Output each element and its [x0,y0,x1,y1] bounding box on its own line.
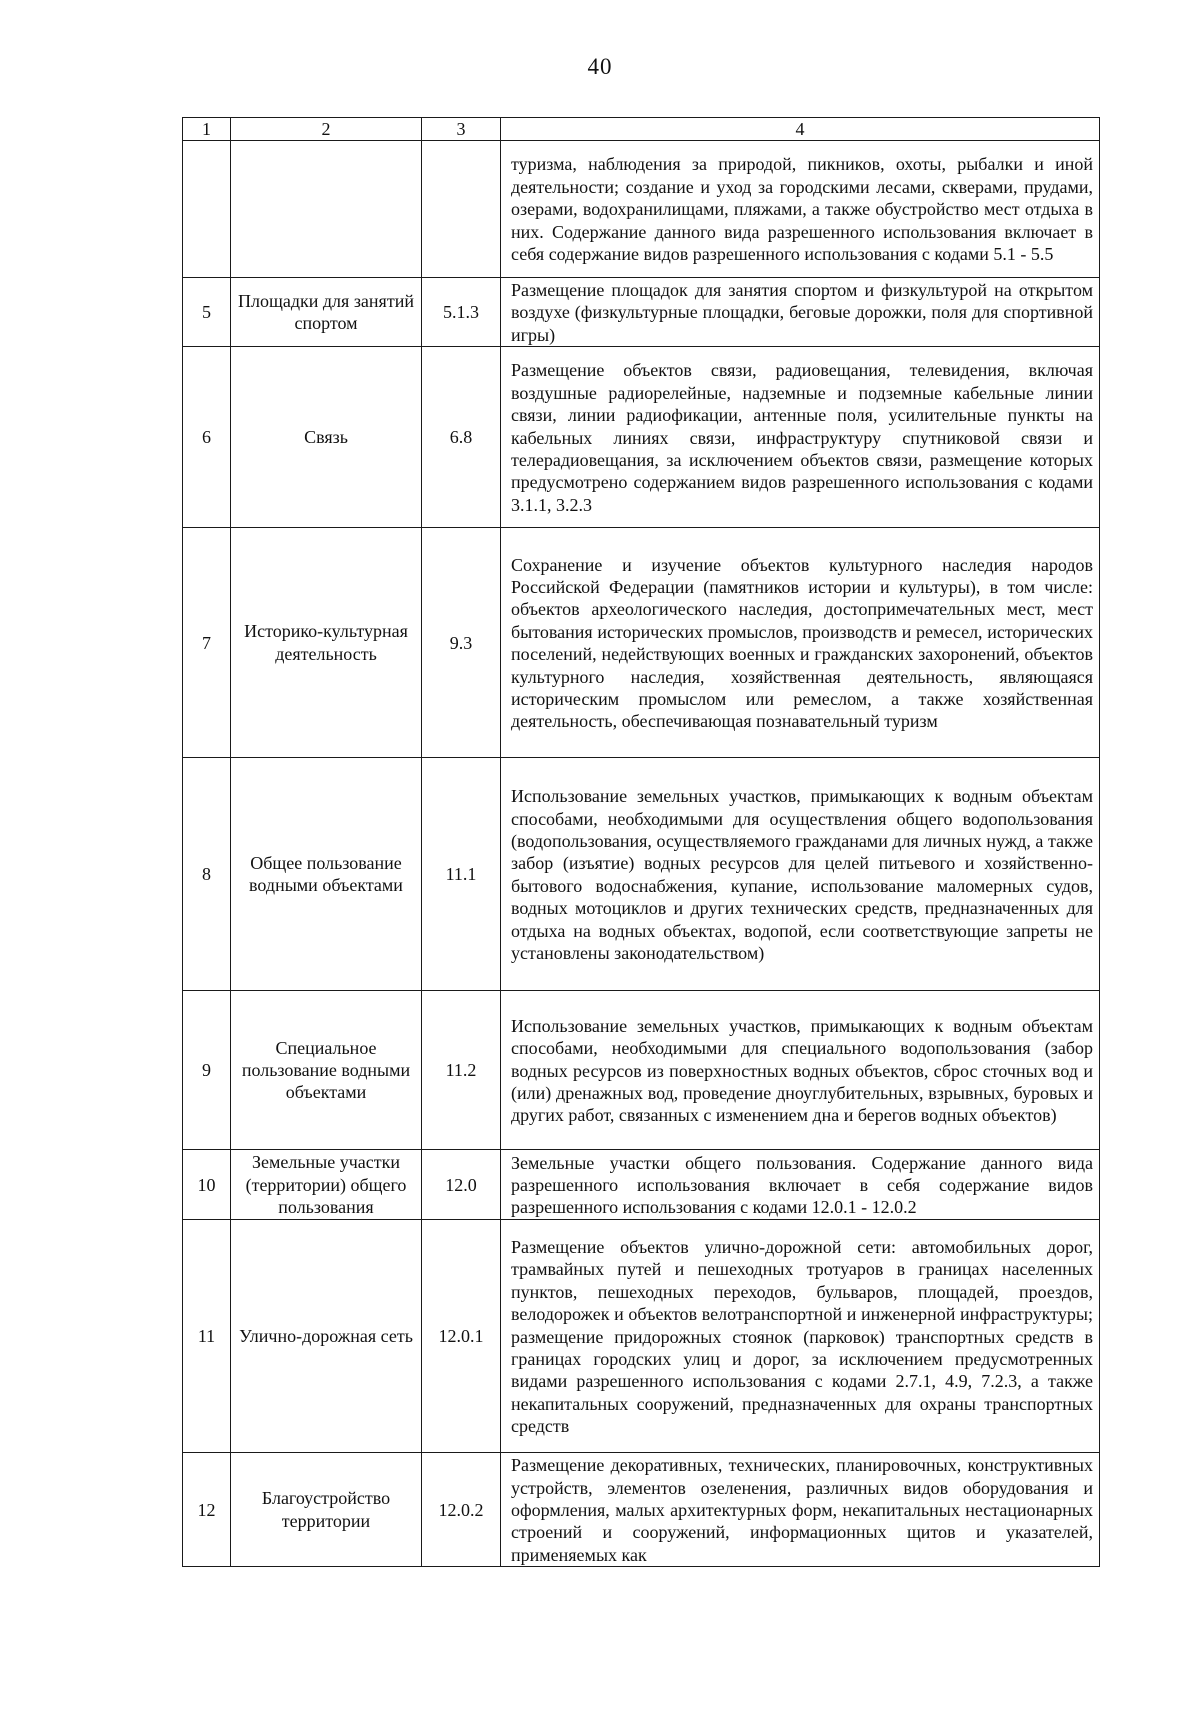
row-number: 9 [183,991,231,1150]
row-number: 7 [183,528,231,758]
row-code: 5.1.3 [422,278,501,347]
table-row [183,528,1100,758]
row-name: Связь [231,347,422,528]
row-code: 9.3 [422,528,501,758]
row-name: Специальное пользование водными объектами [231,991,422,1150]
row-description: Использование земельных участков, примыкающих к водным объектам способами, необходимыми для осуществления общего водопользования (водопользования, осуществляемого гражданами для личных нужд, а также забор (изъятие) водных ресурсов для целей питьевого и хозяйственно-бытового водоснабжения, купание, использование маломерных судов, водных мотоциклов и других технических средств, предназначенных для отдыха на водных объектах, водопой, если соответствующие запреты не установлены законодательством) [501,758,1100,991]
row-code: 11.1 [422,758,501,991]
row-number: 10 [183,1150,231,1220]
row-code: 12.0.1 [422,1220,501,1453]
land-use-table [182,117,1100,1567]
row-name: Площадки для занятий спортом [231,278,422,347]
row-description: Использование земельных участков, примыкающих к водным объектам способами, необходимыми для специального водопользования (забор водных ресурсов из поверхностных водных объектов, сброс сточных вод и (или) дренажных вод, проведение дноуглубительных, взрывных, буровых и других работ, связанных с изменением дна и берегов водных объектов) [501,991,1100,1150]
row-description: Размещение объектов улично-дорожной сети: автомобильных дорог, трамвайных путей и пешеходных тротуаров в границах населенных пунктов, пешеходных переходов, бульваров, площадей, проездов, велодорожек и объектов велотранспортной и инженерной инфраструктуры; размещение придорожных стоянок (парковок) транспортных средств в границах городских улиц и дорог, за исключением предусмотренных видами разрешенного использования с кодами 2.7.1, 4.9, 7.2.3, а также некапитальных сооружений, предназначенных для охраны транспортных средств [501,1220,1100,1453]
header-cell-description: 4 [501,118,1100,141]
table-row [183,141,1100,278]
table-row [183,1220,1100,1453]
row-name: Благоустройство территории [231,1453,422,1567]
row-description: Размещение площадок для занятия спортом и физкультурой на открытом воздухе (физкультурные площадки, беговые дорожки, поля для спортивной игры) [501,278,1100,347]
table-row [183,758,1100,991]
row-name: Общее пользование водными объектами [231,758,422,991]
row-name: Улично-дорожная сеть [231,1220,422,1453]
row-code: 6.8 [422,347,501,528]
row-description: туризма, наблюдения за природой, пикников, охоты, рыбалки и иной деятельности; создание и уход за городскими лесами, скверами, прудами, озерами, водохранилищами, пляжами, а также обустройство мест отдыха в них. Содержание данного вида разрешенного использования включает в себя содержание видов разрешенного использования с кодами 5.1 - 5.5 [501,141,1100,278]
row-description: Размещение декоративных, технических, планировочных, конструктивных устройств, элементов озеленения, различных видов оборудования и оформления, малых архитектурных форм, некапитальных нестационарных строений и сооружений, информационных щитов и указателей, применяемых как [501,1453,1100,1567]
row-name [231,141,422,278]
row-code: 11.2 [422,991,501,1150]
row-code: 12.0.2 [422,1453,501,1567]
header-cell-number: 1 [183,118,231,141]
row-code [422,141,501,278]
header-cell-name: 2 [231,118,422,141]
table-row [183,347,1100,528]
row-number: 12 [183,1453,231,1567]
table-row [183,991,1100,1150]
row-number: 8 [183,758,231,991]
table-row [183,1453,1100,1567]
row-number: 11 [183,1220,231,1453]
header-cell-code: 3 [422,118,501,141]
row-name: Земельные участки (территории) общего пользования [231,1150,422,1220]
row-description: Земельные участки общего пользования. Содержание данного вида разрешенного использования включает в себя содержание видов разрешенного использования с кодами 12.0.1 - 12.0.2 [501,1150,1100,1220]
row-number: 5 [183,278,231,347]
row-description: Сохранение и изучение объектов культурного наследия народов Российской Федерации (памятников истории и культуры), в том числе: объектов археологического наследия, достопримечательных мест, мест бытования исторических промыслов, производств и ремесел, исторических поселений, недействующих военных и гражданских захоронений, объектов культурного наследия, хозяйственная деятельность, являющаяся историческим промыслом или ремеслом, а также хозяйственная деятельность, обеспечивающая познавательный туризм [501,528,1100,758]
row-name: Историко-культурная деятельность [231,528,422,758]
row-number: 6 [183,347,231,528]
table-row [183,1150,1100,1220]
table-header-row [183,118,1100,141]
row-description: Размещение объектов связи, радиовещания, телевидения, включая воздушные радиорелейные, надземные и подземные кабельные линии связи, линии радиофикации, антенные поля, усилительные пункты на кабельных линиях связи, инфраструктуру спутниковой связи и телерадиовещания, за исключением объектов связи, размещение которых предусмотрено содержанием видов разрешенного использования с кодами 3.1.1, 3.2.3 [501,347,1100,528]
row-code: 12.0 [422,1150,501,1220]
page-number: 40 [587,54,613,79]
row-number [183,141,231,278]
table-row [183,278,1100,347]
